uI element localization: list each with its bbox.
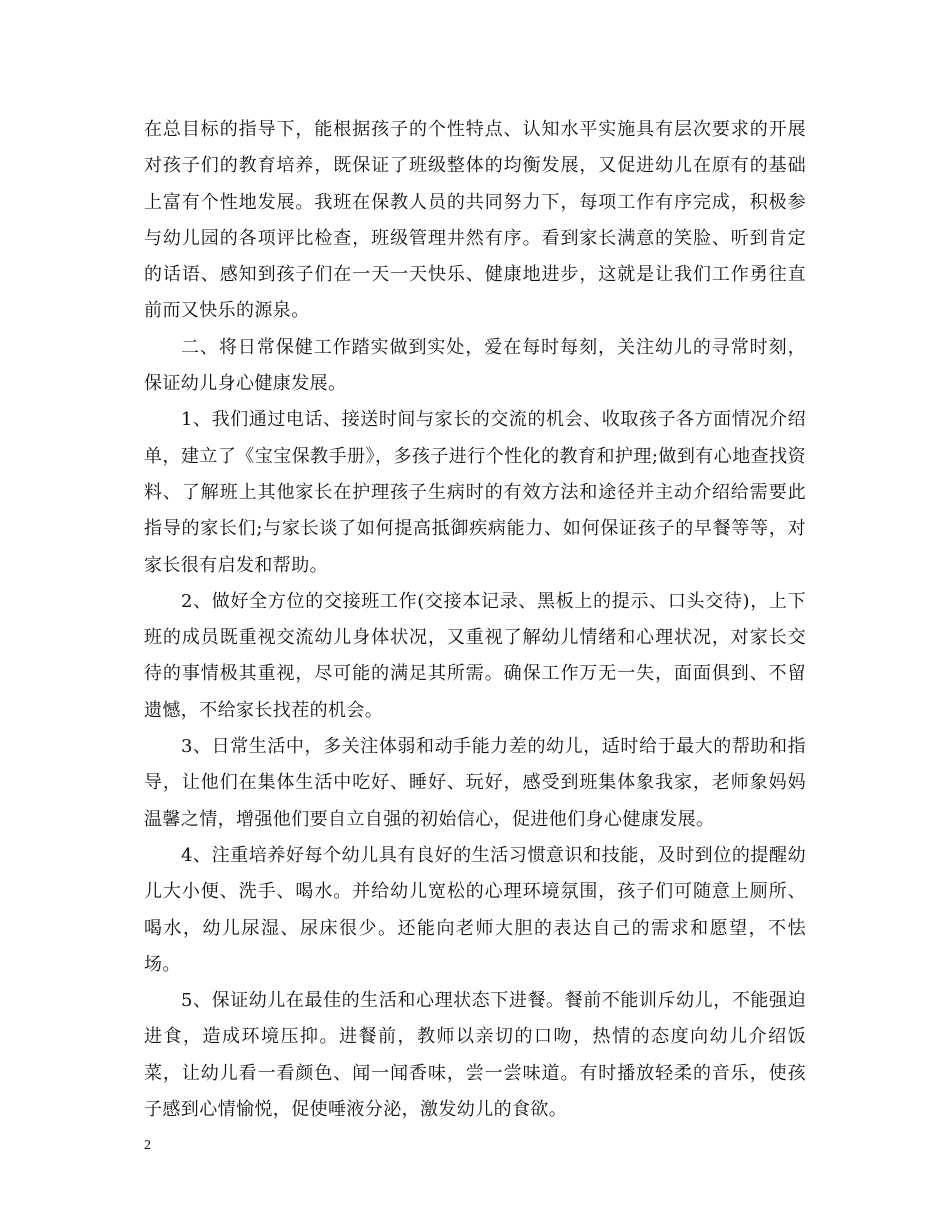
page-number: 2 (144, 1138, 151, 1153)
paragraph-item-3: 3、日常生活中，多关注体弱和动手能力差的幼儿，适时给于最大的帮助和指导，让他们在集体生活中吃好、睡好、玩好，感受到班集体象我家，老师象妈妈温馨之情，增强他们要自立自强的初始信心，促进他们身心健康发展。 (144, 736, 806, 830)
paragraph-item-2: 2、做好全方位的交接班工作(交接本记录、黑板上的提示、口头交待)，上下班的成员既重视交流幼儿身体状况，又重视了解幼儿情绪和心理状况，对家长交待的事情极其重视，尽可能的满足其所需。确保工作万无一失，面面俱到、不留遗憾，不给家长找茬的机会。 (144, 590, 806, 721)
paragraph-continuation: 在总目标的指导下，能根据孩子的个性特点、认知水平实施具有层次要求的开展对孩子们的教育培养，既保证了班级整体的均衡发展，又促进幼儿在原有的基础上富有个性地发展。我班在保教人员的共同努力下，每项工作有序完成，积极参与幼儿园的各项评比检查，班级管理井然有序。看到家长满意的笑脸、听到肯定的话语、感知到孩子们在一天一天快乐、健康地进步，这就是让我们工作勇往直前而又快乐的源泉。 (144, 119, 806, 322)
paragraph-item-5: 5、保证幼儿在最佳的生活和心理状态下进餐。餐前不能训斥幼儿，不能强迫进食，造成环境压抑。进餐前，教师以亲切的口吻，热情的态度向幼儿介绍饭菜，让幼儿看一看颜色、闻一闻香味，尝一尝味道。有时播放轻柔的音乐，使孩子感到心情愉悦，促使唾液分泌，激发幼儿的食欲。 (144, 990, 806, 1121)
document-page (144, 112, 806, 1128)
paragraph-item-4: 4、注重培养好每个幼儿具有良好的生活习惯意识和技能，及时到位的提醒幼儿大小便、洗手、喝水。并给幼儿宽松的心理环境氛围，孩子们可随意上厕所、喝水，幼儿尿湿、尿床很少。还能向老师大胆的表达自己的需求和愿望，不怯场。 (144, 844, 806, 975)
paragraph-item-1: 1、我们通过电话、接送时间与家长的交流的机会、收取孩子各方面情况介绍单，建立了《宝宝保教手册》，多孩子进行个性化的教育和护理;做到有心地查找资料、了解班上其他家长在护理孩子生病时的有效方法和途径并主动介绍给需要此指导的家长们;与家长谈了如何提高抵御疾病能力、如何保证孩子的早餐等等，对家长很有启发和帮助。 (144, 409, 806, 576)
section-heading-two: 二、将日常保健工作踏实做到实处，爱在每时每刻，关注幼儿的寻常时刻，保证幼儿身心健康发展。 (144, 336, 806, 395)
